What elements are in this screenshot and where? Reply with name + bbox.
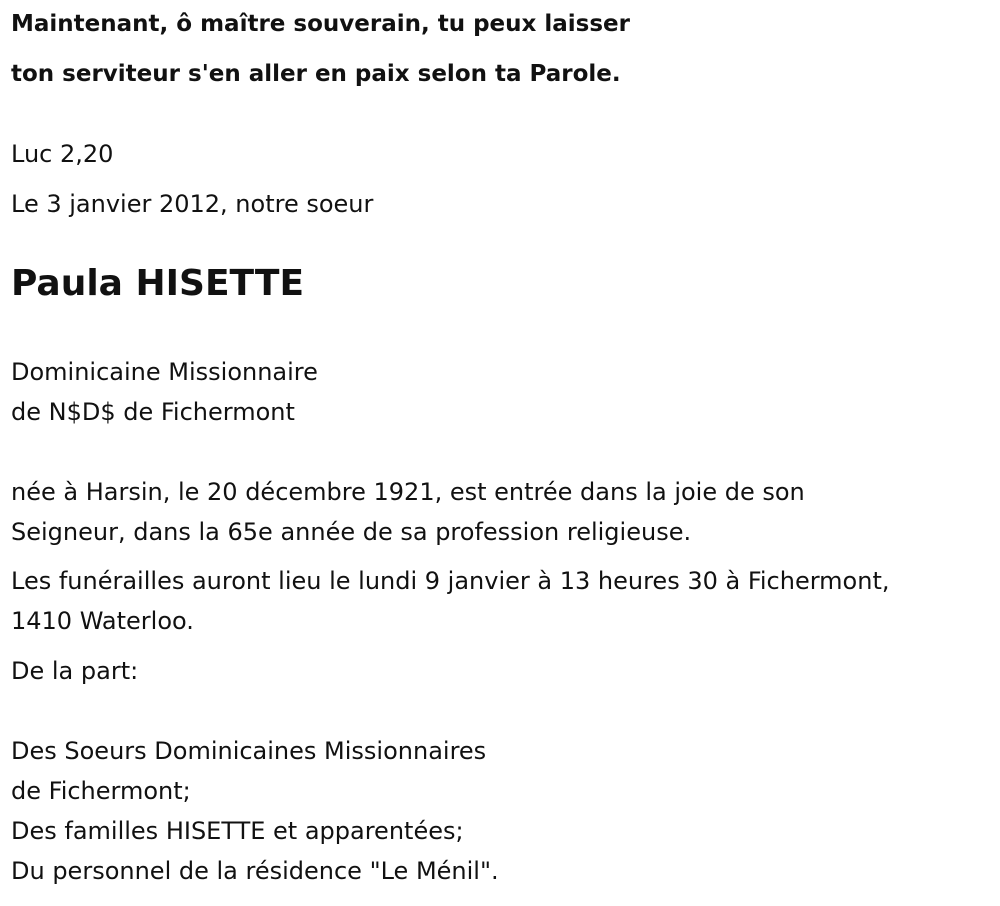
religious-title-line-1: Dominicaine Missionnaire xyxy=(11,358,318,386)
from-line-3: Des familles HISETTE et apparentées; xyxy=(11,817,464,845)
from-line-4: Du personnel de la résidence "Le Ménil". xyxy=(11,857,499,885)
from-label: De la part: xyxy=(11,657,139,685)
from-line-2: de Fichermont; xyxy=(11,777,191,805)
date-intro: Le 3 janvier 2012, notre soeur xyxy=(11,190,374,218)
scripture-reference: Luc 2,20 xyxy=(11,140,114,168)
funeral-line-2: 1410 Waterloo. xyxy=(11,607,194,635)
birth-death-line-2: Seigneur, dans la 65e année de sa profession religieuse. xyxy=(11,518,692,546)
deceased-name: Paula HISETTE xyxy=(11,263,305,304)
from-line-1: Des Soeurs Dominicaines Missionnaires xyxy=(11,737,487,765)
epigraph-line-2: ton serviteur s'en aller en paix selon ta Parole. xyxy=(11,61,621,87)
funeral-line-1: Les funérailles auront lieu le lundi 9 janvier à 13 heures 30 à Fichermont, xyxy=(11,567,890,595)
birth-death-line-1: née à Harsin, le 20 décembre 1921, est entrée dans la joie de son xyxy=(11,478,805,506)
religious-title-line-2: de N$D$ de Fichermont xyxy=(11,398,295,426)
epigraph-line-1: Maintenant, ô maître souverain, tu peux laisser xyxy=(11,11,630,37)
